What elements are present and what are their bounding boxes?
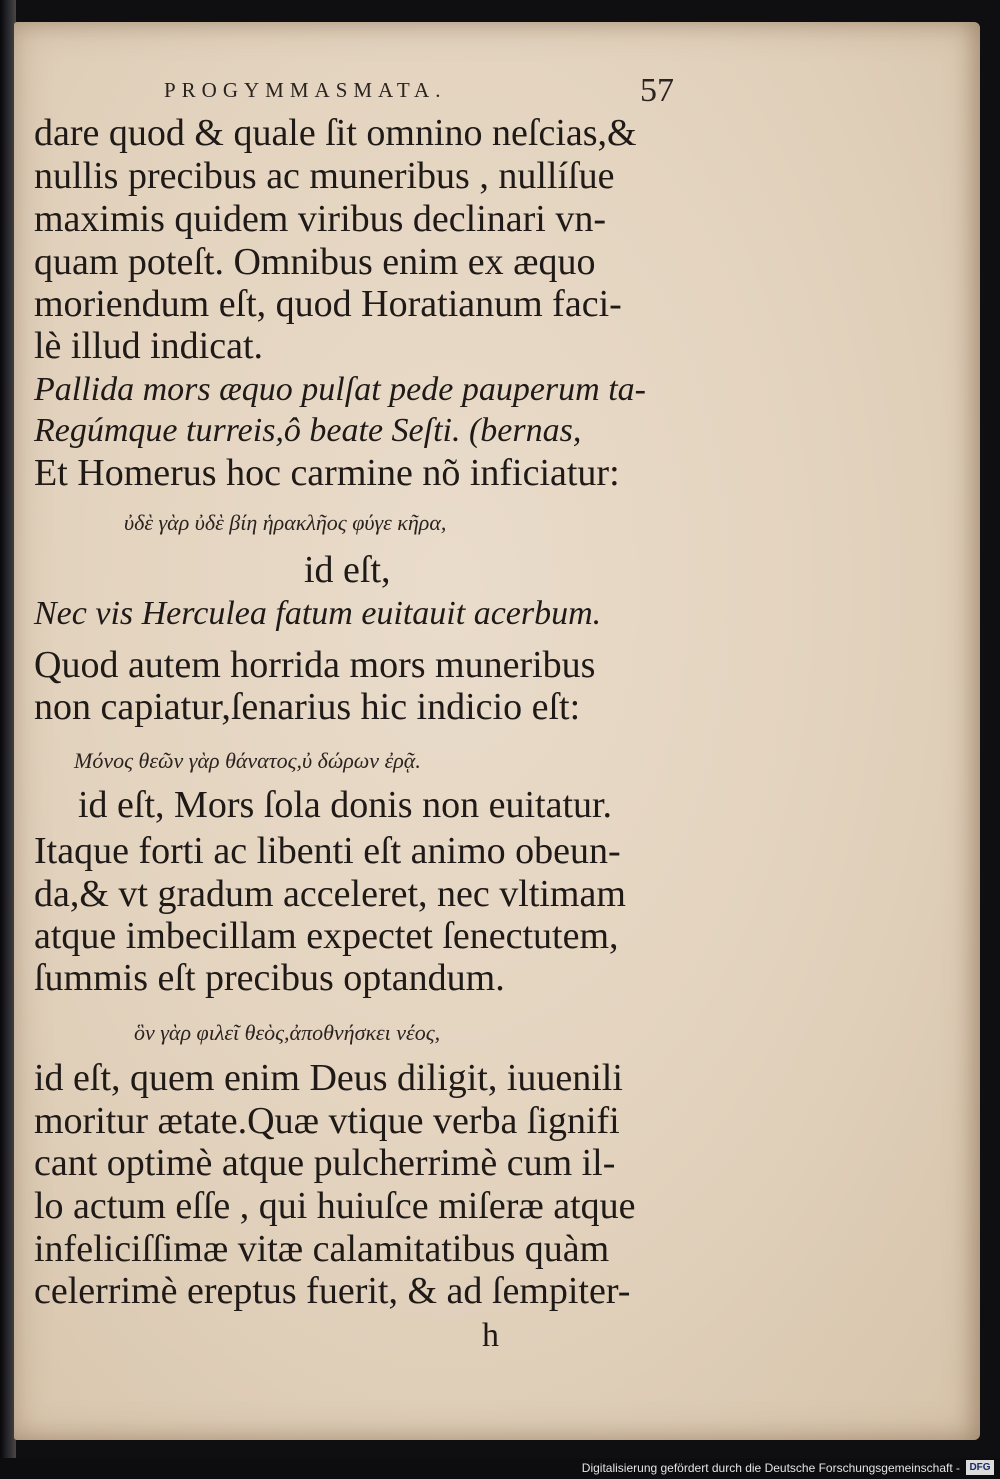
footer-bar (0, 1458, 1000, 1479)
text-line: Itaque forti ac libenti eſt animo obeun- (34, 830, 621, 872)
text-line: celerrimè ereptus fuerit, & ad ſempiter- (34, 1270, 631, 1312)
text-line: da,& vt gradum acceleret, nec vltimam (34, 873, 626, 915)
page-header (164, 72, 684, 112)
text-line: moritur ætate.Quæ vtique verba ſignifi (34, 1100, 620, 1142)
catchword: h (482, 1317, 499, 1354)
text-line: non capiatur,ſenarius hic indicio eſt: (34, 686, 581, 728)
text-line: atque imbecillam expectet ſenectutem, (34, 915, 619, 957)
text-line: id eſt, (304, 549, 391, 591)
greek-quotation: ὐδὲ γὰρ ὐδὲ βίη ἡρακλῆος φύγε κῆρα, (124, 510, 447, 535)
greek-quotation: Μόνος θεῶν γὰρ θάνατος,ὐ δώρων ἐρᾷ. (74, 748, 421, 773)
text-line: Et Homerus hoc carmine nõ inficiatur: (34, 452, 620, 494)
text-line: lè illud indicat. (34, 325, 264, 367)
book-page (14, 22, 980, 1440)
text-line: dare quod & quale ſit omnino neſcias,& (34, 112, 637, 154)
text-line: lo actum eſſe , qui huiuſce miſeræ atque (34, 1185, 636, 1227)
text-line: quam poteſt. Omnibus enim ex æquo (34, 241, 596, 283)
funding-credit: Digitalisierung gefördert durch die Deutsche Forschungsgemeinschaft - (581, 1461, 960, 1475)
dfg-logo: DFG (966, 1460, 994, 1475)
text-line: ſummis eſt precibus optandum. (34, 957, 505, 999)
text-line: moriendum eſt, quod Horatianum faci- (34, 283, 622, 325)
text-line: Quod autem horrida mors muneribus (34, 644, 596, 686)
running-title: PROGYMMASMATA. (164, 78, 447, 102)
text-line: maximis quidem viribus declinari vn- (34, 198, 607, 240)
text-line: nullis precibus ac muneribus , nullíſue (34, 155, 615, 197)
verse-line: Nec vis Herculea fatum euitauit acerbum. (34, 595, 602, 632)
page-number: 57 (640, 72, 674, 109)
verse-line: Pallida mors æquo pulſat pede pauperum ta- (34, 371, 646, 408)
text-line: infeliciſſimæ vitæ calamitatibus quàm (34, 1228, 610, 1270)
text-line: cant optimè atque pulcherrimè cum il- (34, 1142, 616, 1184)
greek-quotation: ὃν γὰρ φιλεῖ θεὸς,ἀποθνήσκει νέος, (134, 1020, 441, 1045)
page-content (14, 22, 980, 1440)
text-line: id eſt, Mors ſola donis non euitatur. (78, 784, 613, 826)
verse-line: Regúmque turreis,ô beate Seſti. (bernas, (34, 412, 582, 449)
text-line: id eſt, quem enim Deus diligit, iuuenili (34, 1057, 623, 1099)
